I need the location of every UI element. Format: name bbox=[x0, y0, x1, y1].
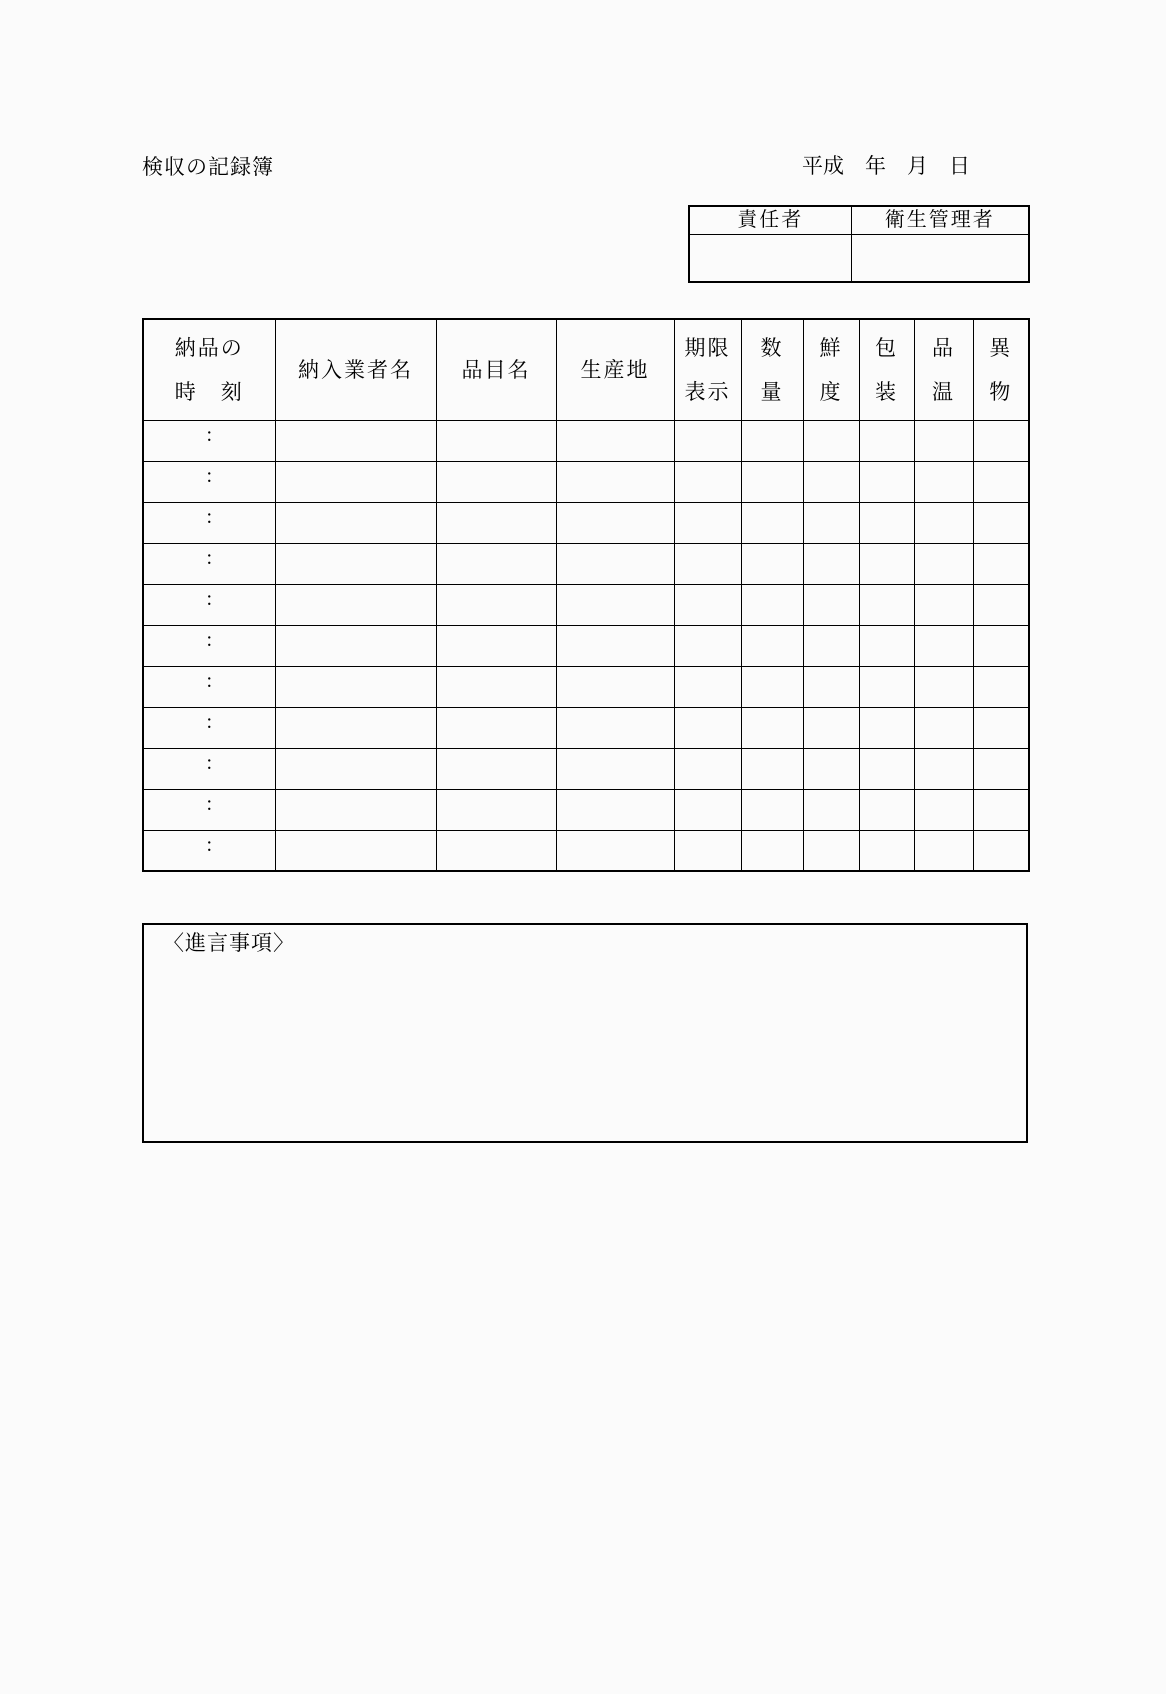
cell-supplier-name bbox=[275, 461, 436, 502]
cell-quantity bbox=[741, 461, 803, 502]
table-row bbox=[143, 584, 1029, 625]
cell-production-area bbox=[556, 543, 674, 584]
cell-quantity bbox=[741, 502, 803, 543]
date-line: 平成 年 月 日 bbox=[802, 154, 970, 178]
cell-item-name bbox=[436, 584, 556, 625]
cell-item-name bbox=[436, 420, 556, 461]
cell-quantity bbox=[741, 625, 803, 666]
cell-product-temperature bbox=[914, 543, 973, 584]
cell-packaging bbox=[859, 830, 914, 871]
cell-freshness bbox=[803, 789, 859, 830]
cell-delivery-time: : bbox=[143, 748, 275, 789]
cell-delivery-time: : bbox=[143, 584, 275, 625]
cell-quantity bbox=[741, 420, 803, 461]
cell-packaging bbox=[859, 789, 914, 830]
cell-supplier-name bbox=[275, 584, 436, 625]
cell-expiry-label bbox=[674, 420, 741, 461]
cell-foreign-matter bbox=[973, 666, 1029, 707]
cell-delivery-time: : bbox=[143, 543, 275, 584]
cell-quantity bbox=[741, 707, 803, 748]
column-header-freshness: 鮮 度 bbox=[803, 319, 859, 420]
table-row bbox=[143, 707, 1029, 748]
cell-item-name bbox=[436, 666, 556, 707]
cell-expiry-label bbox=[674, 502, 741, 543]
cell-packaging bbox=[859, 543, 914, 584]
cell-production-area bbox=[556, 789, 674, 830]
cell-foreign-matter bbox=[973, 625, 1029, 666]
cell-packaging bbox=[859, 707, 914, 748]
cell-packaging bbox=[859, 748, 914, 789]
approval-header-row bbox=[689, 206, 1029, 235]
cell-foreign-matter bbox=[973, 707, 1029, 748]
cell-expiry-label bbox=[674, 748, 741, 789]
cell-supplier-name bbox=[275, 502, 436, 543]
cell-foreign-matter bbox=[973, 789, 1029, 830]
cell-production-area bbox=[556, 502, 674, 543]
cell-item-name bbox=[436, 625, 556, 666]
column-header-product-temperature: 品 温 bbox=[914, 319, 973, 420]
cell-quantity bbox=[741, 584, 803, 625]
cell-quantity bbox=[741, 789, 803, 830]
cell-freshness bbox=[803, 420, 859, 461]
cell-item-name bbox=[436, 502, 556, 543]
table-row bbox=[143, 420, 1029, 461]
remarks-box bbox=[142, 923, 1028, 1143]
cell-production-area bbox=[556, 584, 674, 625]
cell-foreign-matter bbox=[973, 830, 1029, 871]
cell-expiry-label bbox=[674, 625, 741, 666]
cell-foreign-matter bbox=[973, 420, 1029, 461]
column-header-supplier-name: 納入業者名 bbox=[275, 319, 436, 420]
table-row bbox=[143, 748, 1029, 789]
cell-quantity bbox=[741, 543, 803, 584]
cell-foreign-matter bbox=[973, 461, 1029, 502]
cell-delivery-time: : bbox=[143, 461, 275, 502]
table-row bbox=[143, 543, 1029, 584]
cell-product-temperature bbox=[914, 625, 973, 666]
approval-cell-hygiene-manager bbox=[851, 235, 1029, 282]
cell-product-temperature bbox=[914, 789, 973, 830]
cell-item-name bbox=[436, 748, 556, 789]
table-header-row bbox=[143, 319, 1029, 420]
cell-quantity bbox=[741, 748, 803, 789]
cell-supplier-name bbox=[275, 420, 436, 461]
column-header-expiry-label: 期限 表示 bbox=[674, 319, 741, 420]
cell-product-temperature bbox=[914, 748, 973, 789]
cell-production-area bbox=[556, 625, 674, 666]
approval-table bbox=[688, 205, 1030, 283]
cell-expiry-label bbox=[674, 584, 741, 625]
table-row bbox=[143, 461, 1029, 502]
approval-cell-responsible bbox=[689, 235, 851, 282]
cell-freshness bbox=[803, 830, 859, 871]
cell-packaging bbox=[859, 666, 914, 707]
cell-foreign-matter bbox=[973, 748, 1029, 789]
column-header-packaging: 包 装 bbox=[859, 319, 914, 420]
cell-delivery-time: : bbox=[143, 830, 275, 871]
cell-delivery-time: : bbox=[143, 502, 275, 543]
cell-production-area bbox=[556, 666, 674, 707]
table-row bbox=[143, 789, 1029, 830]
cell-delivery-time: : bbox=[143, 625, 275, 666]
approval-signature-row bbox=[689, 235, 1029, 282]
cell-freshness bbox=[803, 748, 859, 789]
cell-quantity bbox=[741, 666, 803, 707]
cell-supplier-name bbox=[275, 707, 436, 748]
cell-item-name bbox=[436, 543, 556, 584]
cell-production-area bbox=[556, 748, 674, 789]
cell-freshness bbox=[803, 625, 859, 666]
cell-packaging bbox=[859, 502, 914, 543]
column-header-quantity: 数 量 bbox=[741, 319, 803, 420]
cell-packaging bbox=[859, 420, 914, 461]
cell-product-temperature bbox=[914, 707, 973, 748]
cell-product-temperature bbox=[914, 420, 973, 461]
approval-header-responsible: 責任者 bbox=[689, 206, 851, 235]
cell-packaging bbox=[859, 461, 914, 502]
cell-production-area bbox=[556, 707, 674, 748]
table-row bbox=[143, 666, 1029, 707]
cell-expiry-label bbox=[674, 543, 741, 584]
cell-supplier-name bbox=[275, 789, 436, 830]
cell-expiry-label bbox=[674, 830, 741, 871]
cell-freshness bbox=[803, 543, 859, 584]
cell-foreign-matter bbox=[973, 502, 1029, 543]
cell-delivery-time: : bbox=[143, 707, 275, 748]
cell-production-area bbox=[556, 830, 674, 871]
cell-item-name bbox=[436, 789, 556, 830]
cell-packaging bbox=[859, 625, 914, 666]
cell-supplier-name bbox=[275, 666, 436, 707]
cell-packaging bbox=[859, 584, 914, 625]
table-row bbox=[143, 625, 1029, 666]
cell-expiry-label bbox=[674, 666, 741, 707]
cell-expiry-label bbox=[674, 707, 741, 748]
cell-freshness bbox=[803, 502, 859, 543]
inspection-record-table bbox=[142, 318, 1030, 872]
cell-quantity bbox=[741, 830, 803, 871]
cell-item-name bbox=[436, 461, 556, 502]
column-header-delivery-time: 納品の 時 刻 bbox=[143, 319, 275, 420]
column-header-production-area: 生産地 bbox=[556, 319, 674, 420]
cell-freshness bbox=[803, 461, 859, 502]
approval-header-hygiene-manager: 衛生管理者 bbox=[851, 206, 1029, 235]
cell-delivery-time: : bbox=[143, 420, 275, 461]
cell-delivery-time: : bbox=[143, 789, 275, 830]
cell-freshness bbox=[803, 666, 859, 707]
cell-freshness bbox=[803, 707, 859, 748]
cell-supplier-name bbox=[275, 748, 436, 789]
column-header-foreign-matter: 異 物 bbox=[973, 319, 1029, 420]
cell-expiry-label bbox=[674, 789, 741, 830]
cell-supplier-name bbox=[275, 625, 436, 666]
cell-foreign-matter bbox=[973, 584, 1029, 625]
column-header-item-name: 品目名 bbox=[436, 319, 556, 420]
cell-production-area bbox=[556, 420, 674, 461]
cell-expiry-label bbox=[674, 461, 741, 502]
cell-item-name bbox=[436, 707, 556, 748]
cell-supplier-name bbox=[275, 830, 436, 871]
cell-product-temperature bbox=[914, 830, 973, 871]
cell-product-temperature bbox=[914, 666, 973, 707]
cell-delivery-time: : bbox=[143, 666, 275, 707]
cell-item-name bbox=[436, 830, 556, 871]
table-row bbox=[143, 830, 1029, 871]
cell-production-area bbox=[556, 461, 674, 502]
cell-product-temperature bbox=[914, 461, 973, 502]
cell-product-temperature bbox=[914, 584, 973, 625]
cell-product-temperature bbox=[914, 502, 973, 543]
table-row bbox=[143, 502, 1029, 543]
page-title: 検収の記録簿 bbox=[142, 155, 274, 179]
cell-freshness bbox=[803, 584, 859, 625]
cell-foreign-matter bbox=[973, 543, 1029, 584]
cell-supplier-name bbox=[275, 543, 436, 584]
remarks-label: 〈進言事項〉 bbox=[163, 931, 295, 955]
